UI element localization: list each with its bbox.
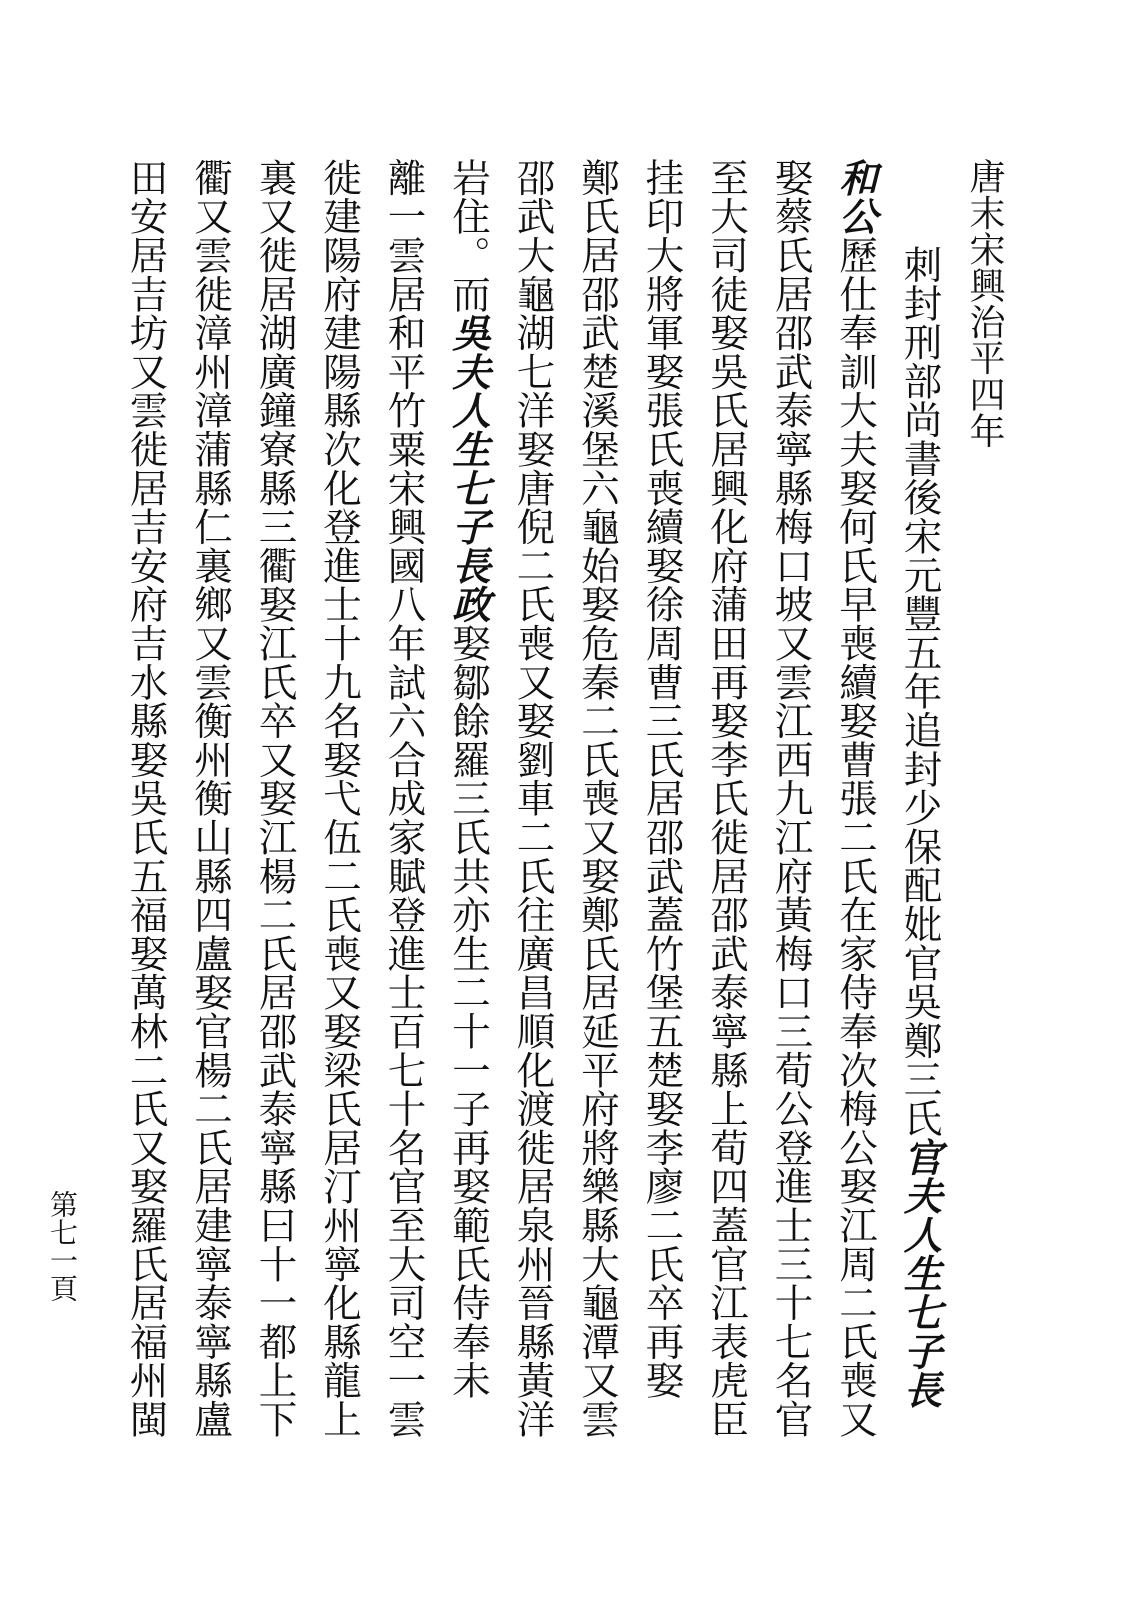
text-column	[440, 158, 496, 1400]
text-column	[763, 158, 819, 1438]
emphasized-text: 和公	[833, 158, 878, 236]
text-segment: 娶鄒餘羅三氏共亦生二十一子再娶範氏侍奉未	[446, 623, 491, 1400]
text-segment: 娶蔡氏居邵武泰寧縣梅口坡又雲江西九江府黃梅口三荀公登進士三十七名官	[768, 158, 814, 1439]
text-segment: 刺封刑部尚書後宋元豐五年追封少保配妣官吳鄭三氏	[897, 245, 943, 1138]
text-column	[182, 158, 238, 1438]
emphasized-text: 吳夫人生七子長政	[446, 313, 491, 624]
text-column	[311, 158, 367, 1438]
page-number: 第七一頁	[46, 1190, 79, 1302]
text-segment: 徙建陽府建陽縣次化登進士十九名娶弋伍二氏喪又娶梁氏居汀州寧化縣龍上	[317, 158, 362, 1439]
text-segment: 挂印大將軍娶張氏喪續娶徐周曹三氏居邵武蓋竹堡五楚娶李廖二氏卒再娶	[639, 158, 685, 1400]
text-segment: 岩住。而	[446, 158, 491, 314]
text-column	[376, 158, 432, 1438]
text-column	[569, 158, 625, 1438]
text-column	[892, 245, 948, 1409]
text-column	[827, 158, 883, 1438]
text-column	[698, 158, 754, 1438]
text-segment: 鄭氏居邵武楚溪堡六龜始娶危秦二氏喪又娶鄭氏居延平府將樂縣大龜潭又雲	[575, 158, 620, 1439]
text-column	[118, 158, 174, 1438]
text-segment: 至大司徒娶吳氏居興化府蒲田再娶李氏徙居邵武泰寧縣上荀四蓋官江表虎臣	[704, 158, 749, 1439]
text-column	[247, 158, 303, 1438]
text-segment: 離一雲居和平竹粟宋興國八年試六合成家賦登進士百七十名官至大司空一雲	[381, 158, 427, 1439]
text-segment: 衢又雲徙漳州漳蒲縣仁裏鄉又雲衡州衡山縣四盧娶官楊二氏居建寧泰寧縣盧	[188, 158, 233, 1439]
heading-column	[956, 158, 1012, 448]
text-segment: 田安居吉坊又雲徙居吉安府吉水縣娶吳氏五福娶萬林二氏又娶羅氏居福州閩	[123, 158, 169, 1439]
text-segment: 歷仕奉訓大夫娶何氏早喪續娶曹張二氏在家侍奉次梅公娶江周二氏喪又	[833, 235, 878, 1439]
text-segment: 邵武大龜湖七洋娶唐倪二氏喪又娶劉車二氏往廣昌順化渡徙居泉州晉縣黃洋	[510, 158, 556, 1439]
text-segment: 裏又徙居湖廣鐘寮縣三衢娶江氏卒又娶江楊二氏居邵武泰寧縣曰十一都上下	[252, 158, 298, 1439]
text-column	[505, 158, 561, 1438]
text-column	[634, 158, 690, 1400]
emphasized-text: 官夫人生七子長	[897, 1137, 943, 1410]
text-segment: 唐末宋興治平四年	[964, 158, 1005, 449]
